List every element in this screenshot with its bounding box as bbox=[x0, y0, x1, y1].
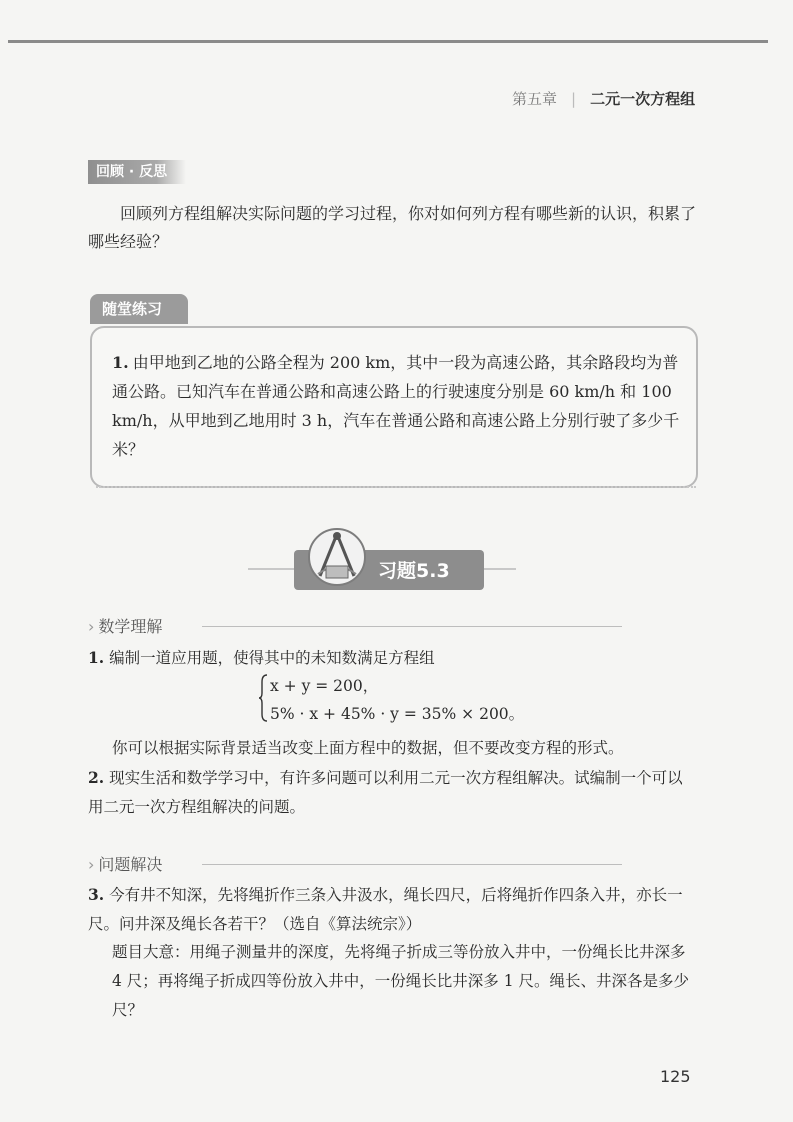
question-3-explanation: 题目大意：用绳子测量井的深度，先将绳子折成三等份放入井中，一份绳长比井深多 4 尺；再将绳子折成四等份放入井中，一份绳长比井深多 1 尺。绳长、井深各是多少尺？ bbox=[112, 943, 690, 1019]
compass-icon bbox=[306, 526, 368, 588]
chapter-label: 第五章 bbox=[512, 90, 558, 108]
chevron-right-icon: › bbox=[88, 855, 95, 874]
chapter-topic: 二元一次方程组 bbox=[590, 90, 696, 108]
section-title: 数学理解 bbox=[98, 617, 163, 636]
review-text: 回顾列方程组解决实际问题的学习过程，你对如何列方程有哪些新的认识，积累了哪些经验？ bbox=[88, 204, 697, 251]
practice-text: 由甲地到乙地的公路全程为 200 km，其中一段为高速公路，其余路段均为普通公路。已知汽车在普通公路和高速公路上的行驶速度分别是 60 km/h 和 100 km/h，从甲地到乙地用时 3 h，汽车在普通公路和高速公路上分别行驶了多少千米？ bbox=[112, 353, 680, 459]
exercise-title: 习题5.3 bbox=[378, 560, 450, 582]
equation-system bbox=[258, 672, 524, 728]
equation-1: x + y = 200， bbox=[270, 677, 379, 695]
practice-number: 1. bbox=[112, 353, 129, 372]
equation-2: 5% · x + 45% · y = 35% × 200。 bbox=[270, 705, 525, 723]
question-1 bbox=[88, 643, 698, 673]
section-title: 问题解决 bbox=[98, 855, 163, 874]
running-header bbox=[512, 88, 695, 109]
section-problem-solving bbox=[88, 852, 162, 875]
section-divider bbox=[202, 626, 622, 627]
header-separator: | bbox=[571, 90, 577, 108]
page-number: 125 bbox=[660, 1067, 691, 1086]
question-1-note: 你可以根据实际背景适当改变上面方程中的数据，但不要改变方程的形式。 bbox=[112, 739, 624, 757]
top-rule bbox=[8, 40, 768, 43]
question-number: 1. bbox=[88, 648, 105, 667]
question-text: 现实生活和数学学习中，有许多问题可以利用二元一次方程组解决。试编制一个可以用二元一次方程组解决的问题。 bbox=[88, 769, 683, 816]
question-text: 今有井不知深，先将绳折作三条入井汲水，绳长四尺，后将绳折作四条入井，亦长一尺。问井深及绳长各若干？（选自《算法统宗》） bbox=[88, 886, 683, 933]
chevron-right-icon: › bbox=[88, 617, 95, 636]
practice-question bbox=[112, 348, 686, 464]
review-tag: 回顾 · 反思 bbox=[88, 160, 186, 184]
question-2 bbox=[88, 763, 694, 822]
practice-tag: 随堂练习 bbox=[90, 294, 188, 324]
section-divider bbox=[202, 864, 622, 865]
question-number: 2. bbox=[88, 768, 105, 787]
section-math-understanding bbox=[88, 614, 162, 637]
question-text: 编制一道应用题，使得其中的未知数满足方程组 bbox=[109, 649, 435, 667]
question-number: 3. bbox=[88, 885, 105, 904]
practice-shadow bbox=[96, 486, 696, 491]
question-3 bbox=[88, 880, 694, 939]
